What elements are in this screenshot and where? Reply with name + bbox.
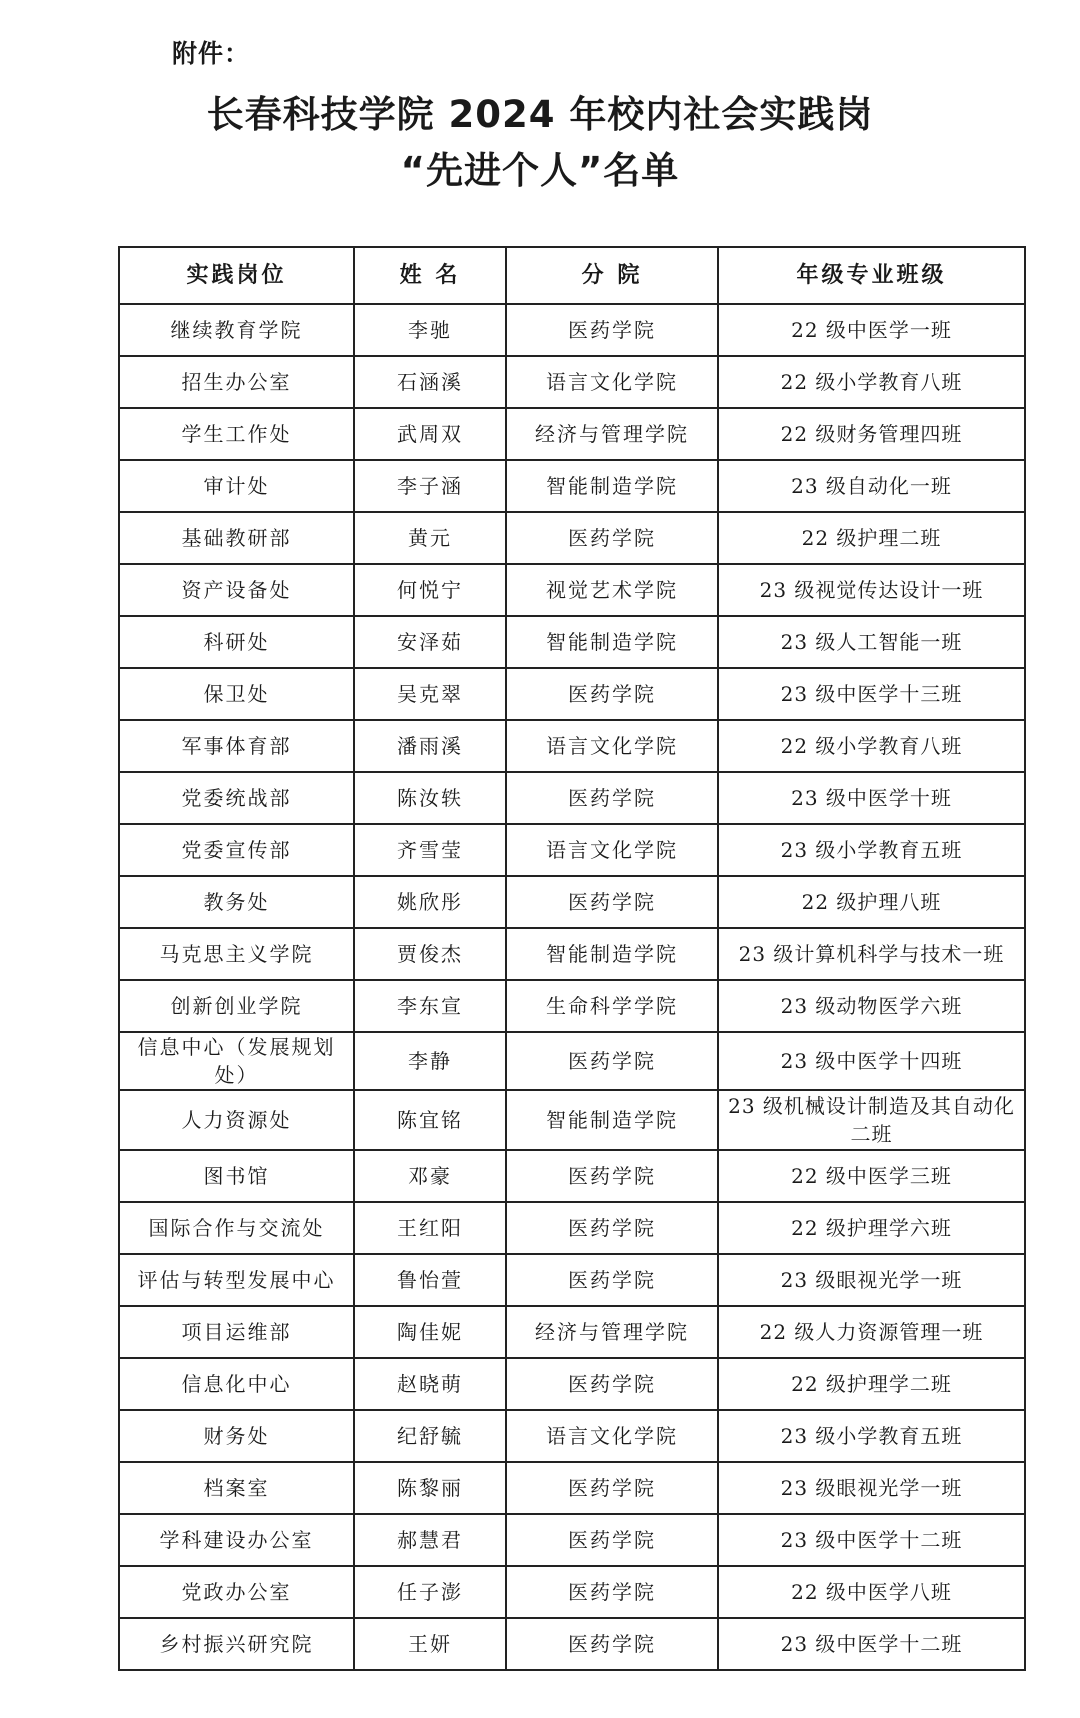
table-row xyxy=(119,1566,1025,1618)
cell-class: 23 级视觉传达设计一班 xyxy=(718,564,1025,616)
cell-post: 基础教研部 xyxy=(119,512,354,564)
cell-student-name: 贾俊杰 xyxy=(354,928,506,980)
table-row xyxy=(119,1306,1025,1358)
cell-class: 22 级护理学二班 xyxy=(718,1358,1025,1410)
header-class: 年级专业班级 xyxy=(718,247,1025,304)
cell-college: 智能制造学院 xyxy=(506,616,718,668)
cell-college: 语言文化学院 xyxy=(506,720,718,772)
attachment-label: 附件： xyxy=(172,39,251,68)
cell-student-name: 黄元 xyxy=(354,512,506,564)
cell-class: 23 级眼视光学一班 xyxy=(718,1462,1025,1514)
table-row xyxy=(119,1462,1025,1514)
cell-student-name: 赵晓萌 xyxy=(354,1358,506,1410)
cell-class: 22 级小学教育八班 xyxy=(718,720,1025,772)
cell-post: 教务处 xyxy=(119,876,354,928)
table-row xyxy=(119,1090,1025,1150)
table-row xyxy=(119,356,1025,408)
cell-class: 22 级中医学一班 xyxy=(718,304,1025,356)
cell-student-name: 何悦宁 xyxy=(354,564,506,616)
cell-post: 档案室 xyxy=(119,1462,354,1514)
cell-class: 22 级护理八班 xyxy=(718,876,1025,928)
cell-student-name: 姚欣彤 xyxy=(354,876,506,928)
cell-post: 评估与转型发展中心 xyxy=(119,1254,354,1306)
cell-college: 医药学院 xyxy=(506,512,718,564)
cell-college: 医药学院 xyxy=(506,668,718,720)
cell-college: 医药学院 xyxy=(506,1514,718,1566)
table-row xyxy=(119,512,1025,564)
cell-class: 23 级中医学十三班 xyxy=(718,668,1025,720)
cell-post: 人力资源处 xyxy=(119,1090,354,1150)
cell-college: 医药学院 xyxy=(506,1358,718,1410)
table-row xyxy=(119,928,1025,980)
cell-student-name: 李东宣 xyxy=(354,980,506,1032)
cell-college: 经济与管理学院 xyxy=(506,1306,718,1358)
document-title: 长春科技学院 2024 年校内社会实践岗 xyxy=(206,93,874,136)
cell-post: 科研处 xyxy=(119,616,354,668)
cell-post: 资产设备处 xyxy=(119,564,354,616)
cell-college: 智能制造学院 xyxy=(506,460,718,512)
cell-class: 23 级计算机科学与技术一班 xyxy=(718,928,1025,980)
cell-college: 医药学院 xyxy=(506,772,718,824)
cell-post: 学生工作处 xyxy=(119,408,354,460)
table-body xyxy=(119,304,1025,1670)
table-row xyxy=(119,616,1025,668)
cell-class: 22 级中医学八班 xyxy=(718,1566,1025,1618)
cell-college: 医药学院 xyxy=(506,1032,718,1090)
header-college: 分 院 xyxy=(506,247,718,304)
cell-class: 22 级财务管理四班 xyxy=(718,408,1025,460)
cell-class: 23 级小学教育五班 xyxy=(718,824,1025,876)
cell-student-name: 吴克翠 xyxy=(354,668,506,720)
cell-student-name: 陈黎丽 xyxy=(354,1462,506,1514)
cell-college: 医药学院 xyxy=(506,1618,718,1670)
cell-college: 医药学院 xyxy=(506,304,718,356)
cell-college: 智能制造学院 xyxy=(506,928,718,980)
cell-post: 财务处 xyxy=(119,1410,354,1462)
cell-college: 经济与管理学院 xyxy=(506,408,718,460)
cell-student-name: 李子涵 xyxy=(354,460,506,512)
table-row xyxy=(119,876,1025,928)
cell-college: 语言文化学院 xyxy=(506,356,718,408)
cell-class: 22 级人力资源管理一班 xyxy=(718,1306,1025,1358)
cell-student-name: 李驰 xyxy=(354,304,506,356)
cell-class: 23 级动物医学六班 xyxy=(718,980,1025,1032)
document-subtitle: “先进个人”名单 xyxy=(400,149,680,192)
cell-student-name: 王红阳 xyxy=(354,1202,506,1254)
cell-post: 招生办公室 xyxy=(119,356,354,408)
cell-post: 国际合作与交流处 xyxy=(119,1202,354,1254)
table-row xyxy=(119,1202,1025,1254)
cell-post: 图书馆 xyxy=(119,1150,354,1202)
cell-class: 23 级中医学十班 xyxy=(718,772,1025,824)
table-row xyxy=(119,1358,1025,1410)
cell-student-name: 齐雪莹 xyxy=(354,824,506,876)
cell-post: 乡村振兴研究院 xyxy=(119,1618,354,1670)
cell-post: 党委宣传部 xyxy=(119,824,354,876)
cell-class: 23 级中医学十二班 xyxy=(718,1618,1025,1670)
cell-class: 22 级小学教育八班 xyxy=(718,356,1025,408)
table-row xyxy=(119,1150,1025,1202)
cell-college: 生命科学学院 xyxy=(506,980,718,1032)
table-row xyxy=(119,1254,1025,1306)
header-name: 姓 名 xyxy=(354,247,506,304)
cell-college: 医药学院 xyxy=(506,1202,718,1254)
cell-post: 创新创业学院 xyxy=(119,980,354,1032)
table-row xyxy=(119,668,1025,720)
cell-student-name: 陶佳妮 xyxy=(354,1306,506,1358)
table-row xyxy=(119,980,1025,1032)
table-row xyxy=(119,1514,1025,1566)
table-row xyxy=(119,772,1025,824)
cell-student-name: 鲁怡萱 xyxy=(354,1254,506,1306)
cell-post: 军事体育部 xyxy=(119,720,354,772)
cell-class: 22 级护理二班 xyxy=(718,512,1025,564)
cell-post: 党委统战部 xyxy=(119,772,354,824)
cell-student-name: 石涵溪 xyxy=(354,356,506,408)
cell-student-name: 潘雨溪 xyxy=(354,720,506,772)
cell-post: 项目运维部 xyxy=(119,1306,354,1358)
cell-post: 信息中心（发展规划处） xyxy=(119,1032,354,1090)
cell-class: 23 级机械设计制造及其自动化二班 xyxy=(718,1090,1025,1150)
cell-student-name: 陈汝轶 xyxy=(354,772,506,824)
table-row xyxy=(119,1618,1025,1670)
cell-student-name: 武周双 xyxy=(354,408,506,460)
table-row xyxy=(119,304,1025,356)
cell-class: 23 级中医学十二班 xyxy=(718,1514,1025,1566)
header-post: 实践岗位 xyxy=(119,247,354,304)
table-row xyxy=(119,564,1025,616)
cell-student-name: 李静 xyxy=(354,1032,506,1090)
honor-roster-table xyxy=(118,246,1026,1671)
cell-student-name: 任子澎 xyxy=(354,1566,506,1618)
cell-post: 党政办公室 xyxy=(119,1566,354,1618)
cell-student-name: 王妍 xyxy=(354,1618,506,1670)
cell-post: 马克思主义学院 xyxy=(119,928,354,980)
table-header-row xyxy=(119,247,1025,304)
cell-college: 智能制造学院 xyxy=(506,1090,718,1150)
cell-college: 医药学院 xyxy=(506,1150,718,1202)
cell-class: 22 级中医学三班 xyxy=(718,1150,1025,1202)
cell-student-name: 安泽茹 xyxy=(354,616,506,668)
cell-college: 医药学院 xyxy=(506,876,718,928)
table-row xyxy=(119,460,1025,512)
cell-class: 23 级小学教育五班 xyxy=(718,1410,1025,1462)
cell-student-name: 邓豪 xyxy=(354,1150,506,1202)
cell-college: 语言文化学院 xyxy=(506,824,718,876)
cell-class: 23 级人工智能一班 xyxy=(718,616,1025,668)
table-row xyxy=(119,824,1025,876)
cell-college: 语言文化学院 xyxy=(506,1410,718,1462)
cell-class: 23 级眼视光学一班 xyxy=(718,1254,1025,1306)
cell-class: 23 级自动化一班 xyxy=(718,460,1025,512)
cell-student-name: 陈宜铭 xyxy=(354,1090,506,1150)
table-row xyxy=(119,720,1025,772)
cell-college: 医药学院 xyxy=(506,1462,718,1514)
cell-college: 医药学院 xyxy=(506,1566,718,1618)
cell-class: 23 级中医学十四班 xyxy=(718,1032,1025,1090)
table-row xyxy=(119,1410,1025,1462)
table-row xyxy=(119,408,1025,460)
cell-post: 保卫处 xyxy=(119,668,354,720)
cell-class: 22 级护理学六班 xyxy=(718,1202,1025,1254)
cell-student-name: 纪舒毓 xyxy=(354,1410,506,1462)
cell-post: 学科建设办公室 xyxy=(119,1514,354,1566)
cell-post: 继续教育学院 xyxy=(119,304,354,356)
cell-post: 信息化中心 xyxy=(119,1358,354,1410)
cell-college: 视觉艺术学院 xyxy=(506,564,718,616)
cell-college: 医药学院 xyxy=(506,1254,718,1306)
table-row xyxy=(119,1032,1025,1090)
cell-post: 审计处 xyxy=(119,460,354,512)
cell-student-name: 郝慧君 xyxy=(354,1514,506,1566)
